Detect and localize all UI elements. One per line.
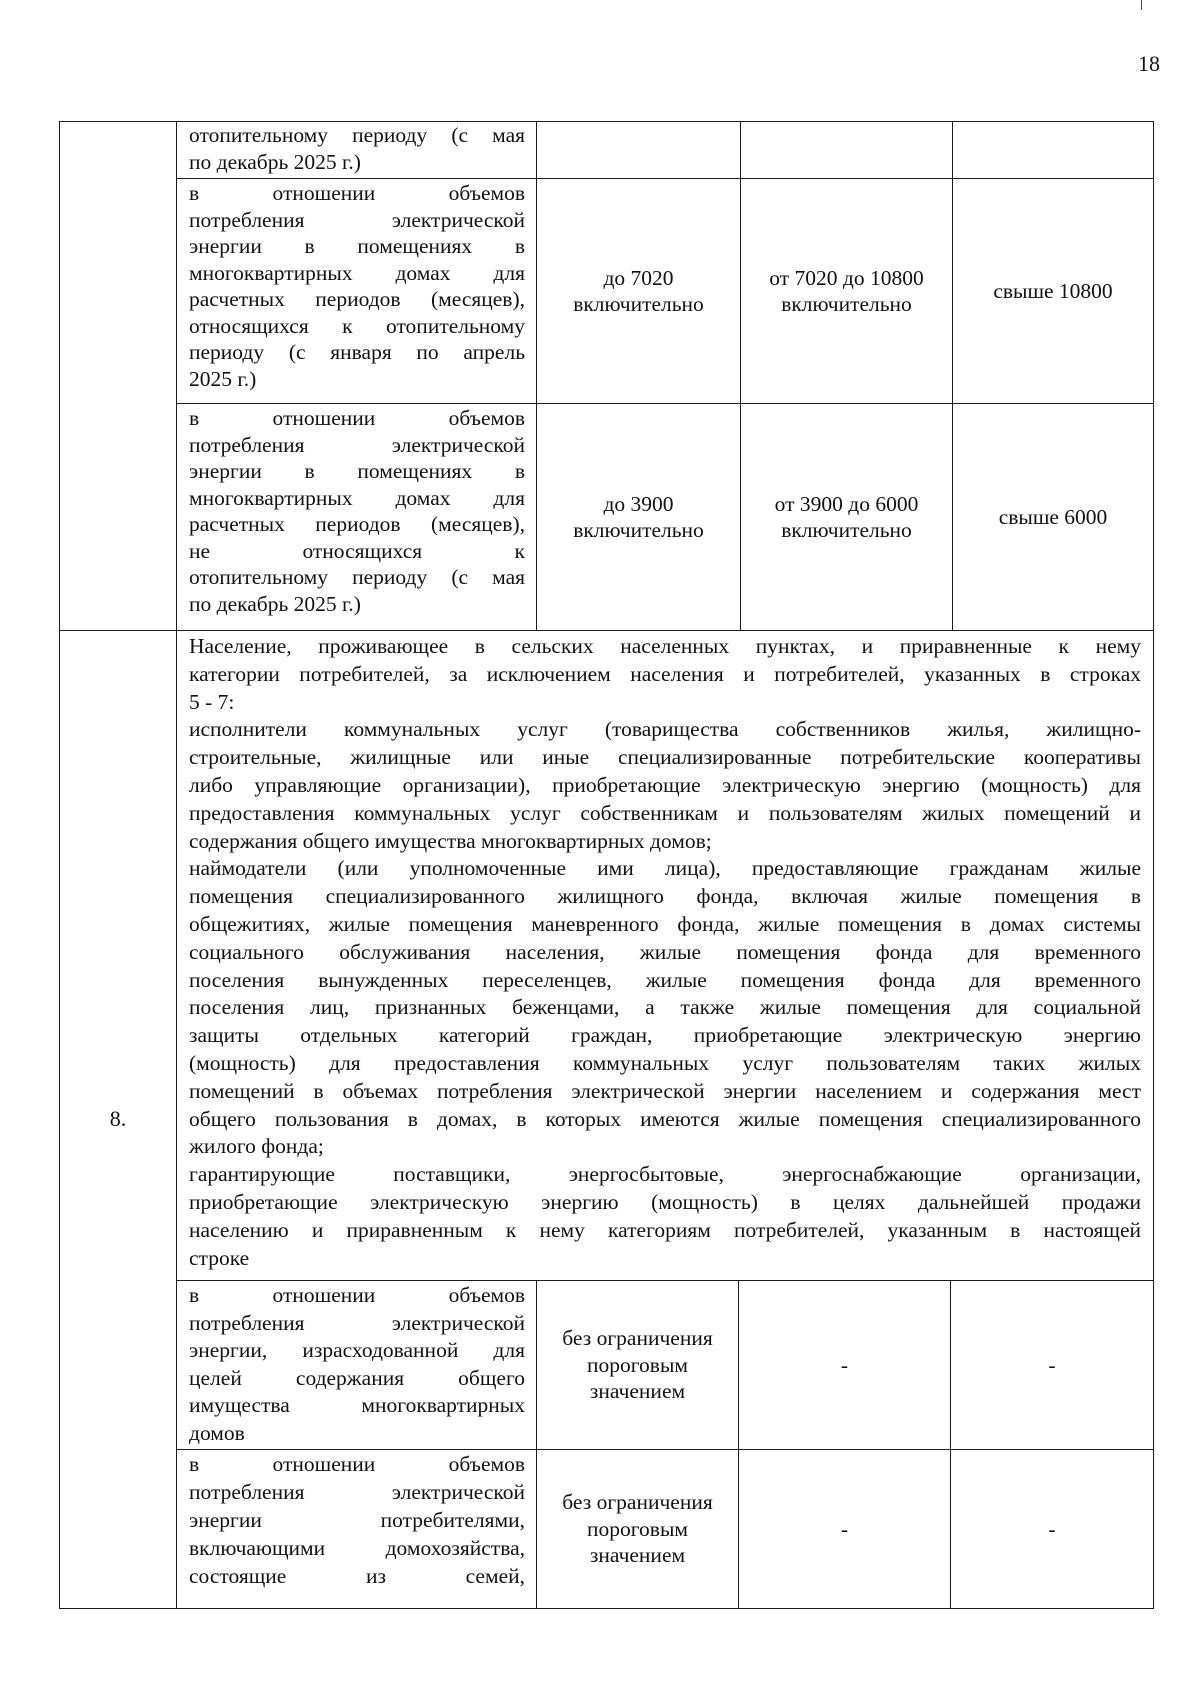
row-description: в отношении объемов потребления электрической энергии в помещениях в многоквартирных домах для расчетных периодов (месяцев), не относящихся к отопительному периоду (с мая по декабрь 2025 г.)	[189, 406, 525, 616]
row-divider-section8	[59, 630, 1154, 631]
row-number-8: 8.	[109, 1106, 127, 1132]
threshold-value-1: без ограничения пороговым значением	[562, 1326, 713, 1404]
section8-category-text: Население, проживающее в сельских населенных пунктах, и приравненные к нему категории потребителей, за исключением населения и потребителей, указанных в строках 5 - 7: исполнители коммунальных услуг (товарищества собственников жилья, жилищно- строительные, жилищные или иные специализированные потребительские кооперативы либо управляющие организации), приобретающие электрическую энергию (мощность) для предоставления коммунальных услуг собственникам и пользователям жилых помещений и содержания общего имущества многоквартирных домов; наймодатели (или уполномоченные ими лица), предоставляющие гражданам жилые помещения специализированного жилищного фонда, включая жилые помещения в общежитиях, жилые помещения маневренного фонда, жилые помещения в домах системы социального обслуживания населения, жилые помещения фонда для временного поселения вынужденных переселенцев, жилые помещения фонда для временного поселения лиц, признанных беженцами, а также жилые помещения для социальной защиты отдельных категорий граждан, приобретающие электрическую энергию (мощность) для предоставления коммунальных услуг пользователям таких жилых помещений в объемах потребления электрической энергии населением и содержания мест общего пользования в домах, в которых имеются жилые помещения специализированного жилого фонда; гарантирующие поставщики, энергосбытовые, энергоснабжающие организации, приобретающие электрическую энергию (мощность) в целях дальнейшей продажи населению и приравненным к нему категориям потребителей, указанным в настоящей строке	[189, 634, 1141, 1270]
threshold-value-2: от 3900 до 6000 включительно	[774, 491, 919, 542]
row-description: в отношении объемов потребления электрической энергии потребителями, включающими домохозяйства, состоящие из семей,	[189, 1452, 525, 1588]
row-description: в отношении объемов потребления электрической энергии в помещениях в многоквартирных домах для расчетных периодов (месяцев), относящихся к отопительному периоду (с января по апрель 2025 г.)	[189, 181, 525, 391]
row-description: в отношении объемов потребления электрической энергии, израсходованной для целей содержания общего имущества многоквартирных домов	[189, 1283, 525, 1445]
threshold-value-1: до 3900 включительно	[573, 491, 704, 542]
table-divider-number-column	[176, 121, 177, 1609]
threshold-value-1: до 7020 включительно	[573, 265, 704, 316]
threshold-value-3: свыше 10800	[993, 278, 1113, 303]
threshold-value-3: свыше 6000	[998, 504, 1108, 529]
page-number: 18	[1138, 51, 1160, 76]
threshold-value-3: -	[1048, 1516, 1056, 1541]
threshold-value-1: без ограничения пороговым значением	[562, 1490, 713, 1568]
threshold-value-2: от 7020 до 10800 включительно	[769, 265, 924, 316]
table-border-right	[1153, 121, 1154, 1609]
row-description: отопительному периоду (с мая по декабрь 2025 г.)	[189, 123, 525, 174]
threshold-value-3: -	[1048, 1352, 1056, 1377]
threshold-value-2: -	[840, 1352, 849, 1377]
table-border-bottom	[59, 1608, 1154, 1609]
threshold-value-2: -	[840, 1516, 849, 1541]
